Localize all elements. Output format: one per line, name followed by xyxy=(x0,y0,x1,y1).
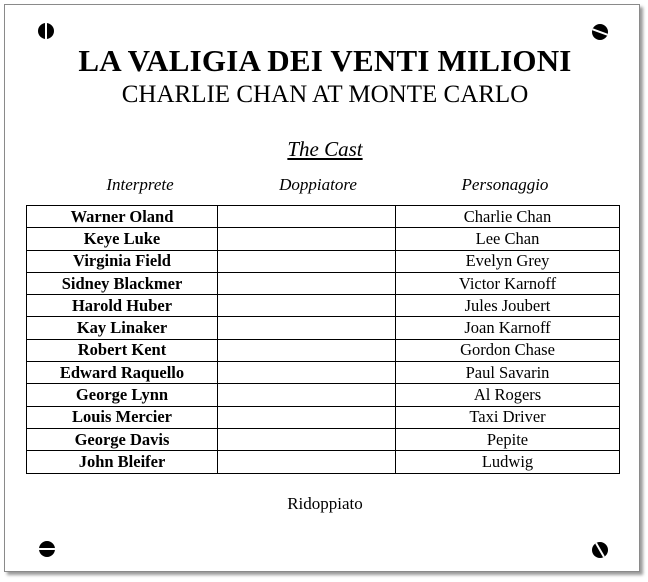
table-row xyxy=(27,362,620,384)
role-cell: Paul Savarin xyxy=(396,362,620,384)
table-row xyxy=(27,317,620,339)
actor-cell: Warner Oland xyxy=(27,206,218,228)
screw-icon xyxy=(592,24,608,40)
role-cell: Victor Karnoff xyxy=(396,272,620,294)
table-row xyxy=(27,428,620,450)
role-cell: Lee Chan xyxy=(396,228,620,250)
dubber-cell xyxy=(218,406,396,428)
table-row xyxy=(27,272,620,294)
dubber-cell xyxy=(218,228,396,250)
cast-heading: The Cast xyxy=(287,137,363,161)
actor-cell: Keye Luke xyxy=(27,228,218,250)
table-row xyxy=(27,384,620,406)
actor-cell: John Bleifer xyxy=(27,451,218,473)
actor-cell: George Davis xyxy=(27,428,218,450)
dubber-cell xyxy=(218,272,396,294)
cast-plaque xyxy=(4,4,640,572)
role-cell: Jules Joubert xyxy=(396,295,620,317)
dubber-cell xyxy=(218,384,396,406)
role-cell: Evelyn Grey xyxy=(396,250,620,272)
table-row xyxy=(27,339,620,361)
table-row xyxy=(27,228,620,250)
actor-cell: Edward Raquello xyxy=(27,362,218,384)
actor-cell: Louis Mercier xyxy=(27,406,218,428)
table-row xyxy=(27,206,620,228)
dubber-cell xyxy=(218,339,396,361)
table-row xyxy=(27,250,620,272)
role-cell: Al Rogers xyxy=(396,384,620,406)
column-header-actor: Interprete xyxy=(106,175,174,194)
actor-cell: George Lynn xyxy=(27,384,218,406)
table-row xyxy=(27,451,620,473)
dubber-cell xyxy=(218,206,396,228)
cast-table xyxy=(26,205,620,474)
role-cell: Pepite xyxy=(396,428,620,450)
table-row xyxy=(27,295,620,317)
actor-cell: Robert Kent xyxy=(27,339,218,361)
role-cell: Joan Karnoff xyxy=(396,317,620,339)
dubber-cell xyxy=(218,250,396,272)
dubber-cell xyxy=(218,317,396,339)
dubber-cell xyxy=(218,362,396,384)
screw-icon xyxy=(39,541,55,557)
film-title: LA VALIGIA DEI VENTI MILIONI xyxy=(78,43,572,78)
role-cell: Ludwig xyxy=(396,451,620,473)
column-header-role: Personaggio xyxy=(461,175,549,194)
actor-cell: Sidney Blackmer xyxy=(27,272,218,294)
screw-icon xyxy=(592,542,608,558)
actor-cell: Kay Linaker xyxy=(27,317,218,339)
column-header-dubber: Doppiatore xyxy=(279,175,357,194)
actor-cell: Virginia Field xyxy=(27,250,218,272)
screw-icon xyxy=(38,23,54,39)
role-cell: Charlie Chan xyxy=(396,206,620,228)
dubber-cell xyxy=(218,295,396,317)
dubber-cell xyxy=(218,428,396,450)
actor-cell: Harold Huber xyxy=(27,295,218,317)
table-row xyxy=(27,406,620,428)
footer-note: Ridoppiato xyxy=(287,494,363,513)
role-cell: Gordon Chase xyxy=(396,339,620,361)
role-cell: Taxi Driver xyxy=(396,406,620,428)
dubber-cell xyxy=(218,451,396,473)
film-original-title: CHARLIE CHAN AT MONTE CARLO xyxy=(121,81,529,108)
